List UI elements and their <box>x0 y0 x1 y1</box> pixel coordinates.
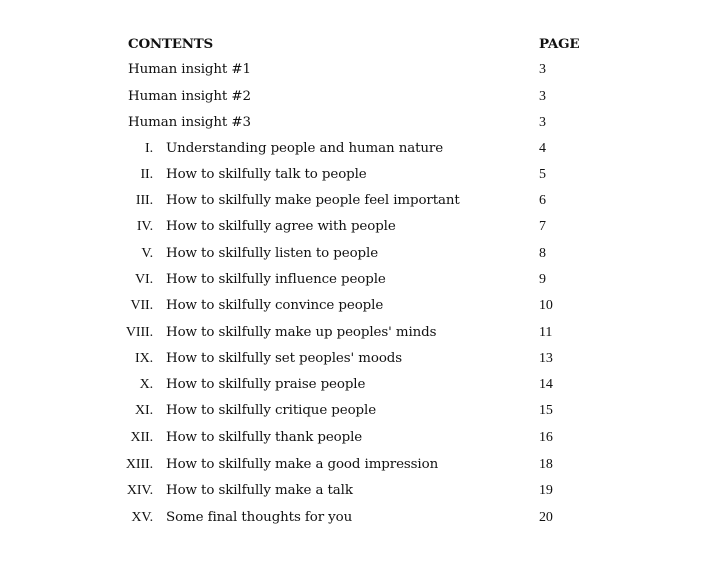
page-heading: PAGE <box>539 36 580 52</box>
chapter-title: How to skilfully convince people <box>166 298 384 313</box>
chapter-title: How to skilfully agree with people <box>166 219 396 234</box>
toc-entry-page: 3 <box>539 89 546 104</box>
toc-entry <box>0 59 720 81</box>
toc-chapter <box>0 243 720 265</box>
chapter-title: How to skilfully listen to people <box>166 246 379 261</box>
toc-chapter <box>0 190 720 212</box>
chapter-title: How to skilfully make a good impression <box>166 457 439 472</box>
chapter-title: Some final thoughts for you <box>166 510 353 525</box>
chapter-page: 10 <box>539 298 553 313</box>
chapter-numeral: X. <box>139 377 153 392</box>
chapter-page: 4 <box>539 141 546 156</box>
chapter-title: How to skilfully make a talk <box>166 483 353 498</box>
toc-entry <box>0 112 720 134</box>
toc-entry-title: Human insight #3 <box>128 115 251 130</box>
chapter-page: 7 <box>539 219 546 234</box>
chapter-numeral: IV. <box>136 219 153 234</box>
chapter-page: 5 <box>539 167 546 182</box>
toc-chapter <box>0 138 720 160</box>
toc-chapter <box>0 295 720 317</box>
chapter-numeral: V. <box>141 246 153 261</box>
chapter-page: 16 <box>539 430 553 445</box>
chapter-page: 6 <box>539 193 546 208</box>
chapter-page: 20 <box>539 510 553 525</box>
chapter-title: How to skilfully set peoples' moods <box>166 351 403 366</box>
toc-chapter <box>0 427 720 449</box>
chapter-title: How to skilfully critique people <box>166 403 377 418</box>
contents-heading: CONTENTS <box>128 36 214 52</box>
chapter-page: 13 <box>539 351 553 366</box>
chapter-title: How to skilfully talk to people <box>166 167 367 182</box>
toc-chapter <box>0 507 720 529</box>
chapter-title: Understanding people and human nature <box>166 141 444 156</box>
toc-entry-page: 3 <box>539 62 546 77</box>
chapter-numeral: III. <box>135 193 153 208</box>
toc-chapter <box>0 164 720 186</box>
chapter-page: 14 <box>539 377 553 392</box>
chapter-numeral: XIII. <box>125 457 153 472</box>
chapter-numeral: XI. <box>135 403 153 418</box>
chapter-title: How to skilfully make up peoples' minds <box>166 325 437 340</box>
toc-chapter <box>0 216 720 238</box>
chapter-numeral: VIII. <box>125 325 153 340</box>
chapter-page: 8 <box>539 246 546 261</box>
toc-entry <box>0 86 720 108</box>
chapter-page: 15 <box>539 403 553 418</box>
toc-chapter <box>0 322 720 344</box>
chapter-title: How to skilfully influence people <box>166 272 386 287</box>
chapter-page: 19 <box>539 483 553 498</box>
chapter-numeral: XIV. <box>126 483 153 498</box>
toc-header <box>0 33 720 55</box>
toc-chapter <box>0 480 720 502</box>
chapter-numeral: IX. <box>135 351 153 366</box>
chapter-numeral: VII. <box>130 298 153 313</box>
chapter-page: 18 <box>539 457 553 472</box>
chapter-numeral: II. <box>140 167 153 182</box>
toc-chapter <box>0 269 720 291</box>
chapter-title: How to skilfully thank people <box>166 430 363 445</box>
toc-entry-title: Human insight #1 <box>128 62 251 77</box>
chapter-numeral: I. <box>145 141 153 156</box>
chapter-title: How to skilfully make people feel important <box>166 193 460 208</box>
toc-chapter <box>0 374 720 396</box>
chapter-numeral: XV. <box>131 510 153 525</box>
toc-entry-page: 3 <box>539 115 546 130</box>
chapter-numeral: XII. <box>130 430 153 445</box>
toc-entry-title: Human insight #2 <box>128 89 251 104</box>
toc-chapter <box>0 348 720 370</box>
chapter-page: 11 <box>539 325 553 340</box>
chapter-numeral: VI. <box>135 272 153 287</box>
chapter-page: 9 <box>539 272 546 287</box>
toc-chapter <box>0 400 720 422</box>
chapter-title: How to skilfully praise people <box>166 377 366 392</box>
toc-chapter <box>0 454 720 476</box>
